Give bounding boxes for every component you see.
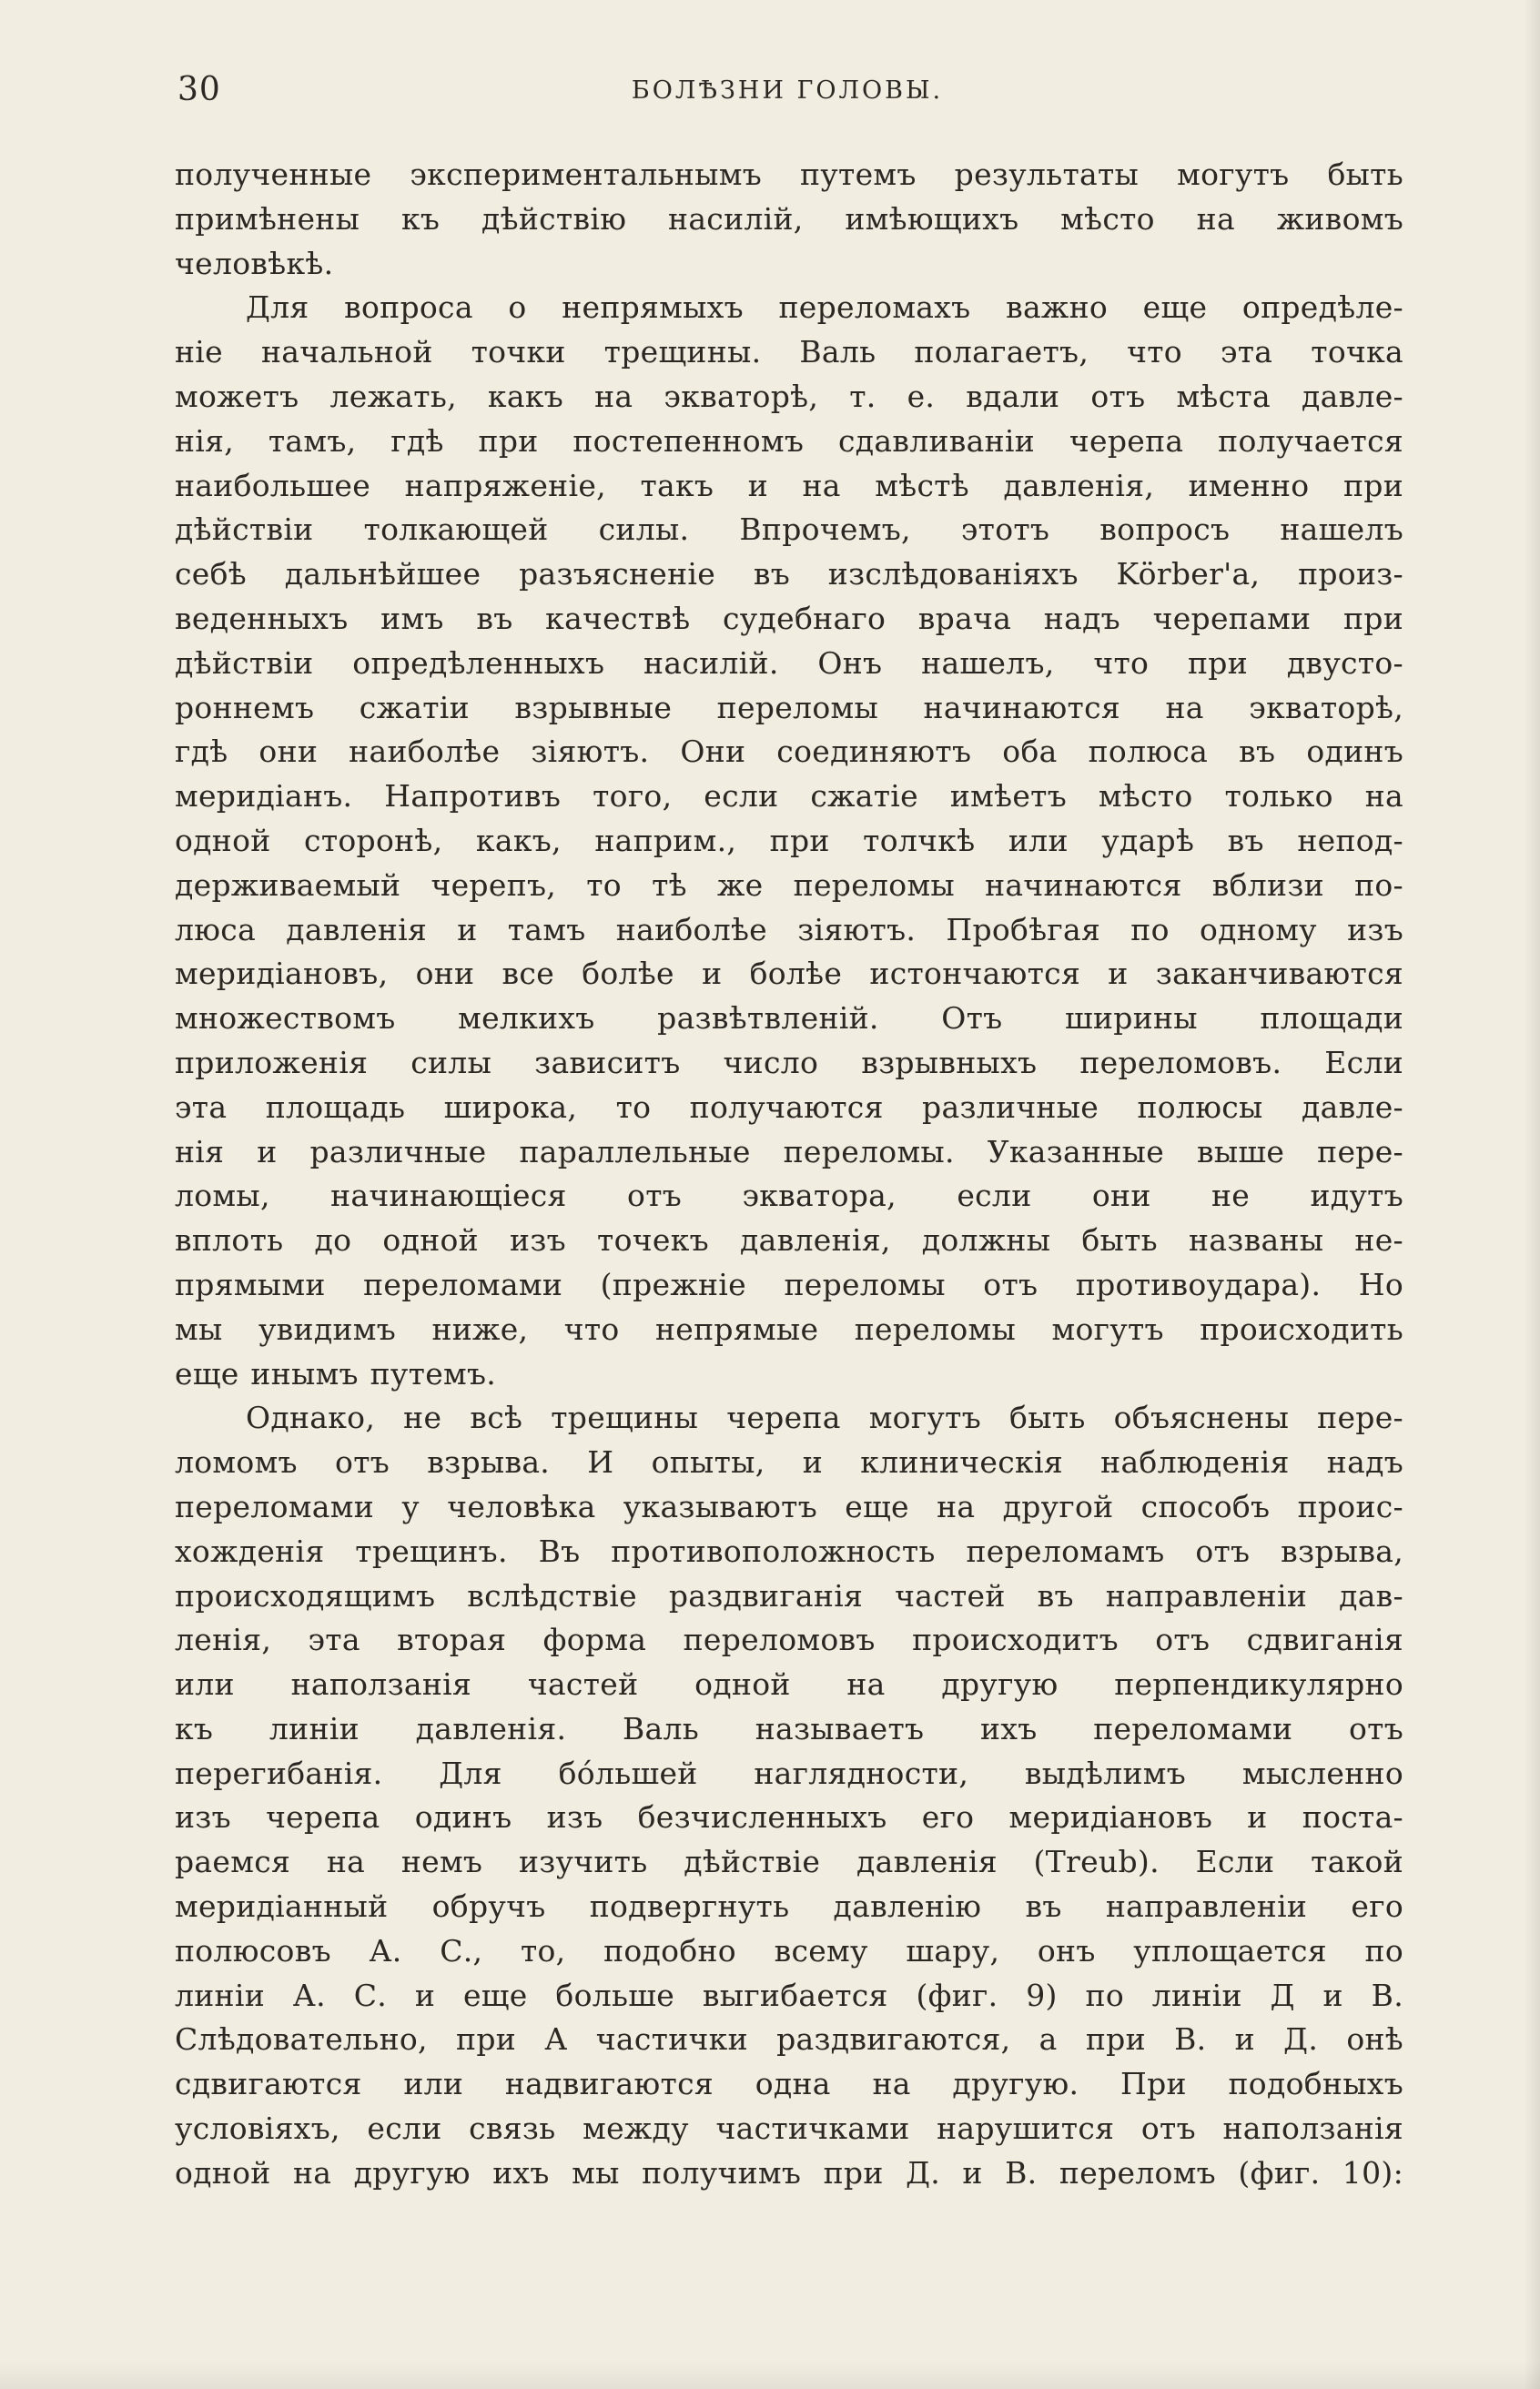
text-line: переломами у человѣка указываютъ еще на другой способъ проис- bbox=[175, 1488, 1403, 1524]
text-line: ломомъ отъ взрыва. И опыты, и клиническія наблюденія надъ bbox=[175, 1444, 1403, 1481]
page-bottom-shadow bbox=[0, 2362, 1540, 2389]
text-line: человѣкѣ. bbox=[175, 245, 334, 281]
text-line: Однако, не всѣ трещины черепа могутъ быть объяснены пере- bbox=[246, 1400, 1403, 1436]
text-line: раемся на немъ изучить дѣйствіе давленія (Treub). Если такой bbox=[175, 1844, 1403, 1880]
text-line: мы увидимъ ниже, что непрямые переломы могутъ происходить bbox=[175, 1311, 1403, 1347]
text-line: можетъ лежать, какъ на экваторѣ, т. е. вдали отъ мѣста давле- bbox=[175, 378, 1403, 414]
text-line: гдѣ они наиболѣе зіяютъ. Они соединяютъ оба полюса въ одинъ bbox=[175, 734, 1403, 770]
text-line: веденныхъ имъ въ качествѣ судебнаго врача надъ черепами при bbox=[175, 600, 1403, 636]
text-line: меридіанъ. Напротивъ того, если сжатіе имѣетъ мѣсто только на bbox=[175, 778, 1403, 815]
text-line: дѣйствіи опредѣленныхъ насилій. Онъ нашелъ, что при двусто- bbox=[175, 644, 1403, 681]
text-line: ломы, начинающіеся отъ экватора, если они не идутъ bbox=[175, 1178, 1403, 1214]
text-line: или наползанія частей одной на другую перпендикулярно bbox=[175, 1666, 1403, 1703]
text-line: люса давленія и тамъ наиболѣе зіяютъ. Пробѣгая по одному изъ bbox=[175, 911, 1403, 947]
text-line: сдвигаются или надвигаются одна на другую. При подобныхъ bbox=[175, 2066, 1403, 2102]
text-line: ніе начальной точки трещины. Валь полагаетъ, что эта точка bbox=[175, 334, 1403, 370]
text-line: Слѣдовательно, при А частички раздвигаются, а при В. и Д. онѣ bbox=[175, 2021, 1403, 2058]
page-number: 30 bbox=[177, 71, 221, 108]
text-line: ленія, эта вторая форма переломовъ происходитъ отъ сдвиганія bbox=[175, 1622, 1403, 1658]
text-line: къ линіи давленія. Валь называетъ ихъ переломами отъ bbox=[175, 1710, 1403, 1746]
text-line: роннемъ сжатіи взрывные переломы начинаются на экваторѣ, bbox=[175, 689, 1403, 725]
text-line: меридіанный обручъ подвергнуть давленію въ направленіи его bbox=[175, 1888, 1403, 1925]
running-title: БОЛѢЗНИ ГОЛОВЫ. bbox=[631, 76, 944, 105]
text-line: приложенія силы зависитъ число взрывныхъ переломовъ. Если bbox=[175, 1044, 1403, 1080]
text-line: изъ черепа одинъ изъ безчисленныхъ его меридіановъ и поста- bbox=[175, 1799, 1403, 1836]
text-line: еще инымъ путемъ. bbox=[175, 1355, 497, 1392]
text-line: вплоть до одной изъ точекъ давленія, должны быть названы не- bbox=[175, 1222, 1403, 1259]
page-spine-shadow bbox=[1524, 0, 1540, 2389]
text-line: эта площадь широка, то получаются различные полюсы давле- bbox=[175, 1088, 1403, 1125]
text-line: дѣйствіи толкающей силы. Впрочемъ, этотъ вопросъ нашелъ bbox=[175, 511, 1403, 548]
text-line: хожденія трещинъ. Въ противоположность переломамъ отъ взрыва, bbox=[175, 1533, 1403, 1569]
text-line: условіяхъ, если связь между частичками нарушится отъ наползанія bbox=[175, 2111, 1403, 2147]
text-line: перегибанія. Для бóльшей наглядности, выдѣлимъ мысленно bbox=[175, 1755, 1403, 1791]
text-line: нія, тамъ, гдѣ при постепенномъ сдавливаніи черепа получается bbox=[175, 422, 1403, 459]
text-line: Для вопроса о непрямыхъ переломахъ важно еще опредѣле- bbox=[246, 289, 1403, 326]
text-line: одной на другую ихъ мы получимъ при Д. и В. переломъ (фиг. 10): bbox=[175, 2154, 1403, 2191]
text-line: полученные экспериментальнымъ путемъ результаты могутъ быть bbox=[175, 157, 1403, 192]
text-line: линіи А. С. и еще больше выгибается (фиг. 9) по линіи Д и В. bbox=[175, 1977, 1403, 2013]
text-line: нія и различные параллельные переломы. Указанные выше пере- bbox=[175, 1133, 1403, 1169]
text-line: держиваемый черепъ, то тѣ же переломы начинаются вблизи по- bbox=[175, 866, 1403, 903]
text-line: полюсовъ А. С., то, подобно всему шару, онъ уплощается по bbox=[175, 1932, 1403, 1969]
text-line: меридіановъ, они все болѣе и болѣе истончаются и заканчиваются bbox=[175, 956, 1403, 992]
text-line: наибольшее напряженіе, такъ и на мѣстѣ давленія, именно при bbox=[175, 467, 1403, 503]
text-line: одной сторонѣ, какъ, наприм., при толчкѣ или ударѣ въ непод- bbox=[175, 822, 1403, 858]
text-line: себѣ дальнѣйшее разъясненіе въ изслѣдованіяхъ Körber'a, произ- bbox=[175, 556, 1403, 592]
text-line: прямыми переломами (прежніе переломы отъ противоудара). Но bbox=[175, 1266, 1403, 1302]
text-line: происходящимъ вслѣдствіе раздвиганія частей въ направленіи дав- bbox=[175, 1577, 1403, 1614]
text-line: множествомъ мелкихъ развѣтвленій. Отъ ширины площади bbox=[175, 1000, 1403, 1037]
page-header bbox=[177, 71, 1397, 116]
body-text bbox=[175, 153, 1403, 2196]
text-line: примѣнены къ дѣйствію насилій, имѣющихъ мѣсто на живомъ bbox=[175, 200, 1403, 237]
